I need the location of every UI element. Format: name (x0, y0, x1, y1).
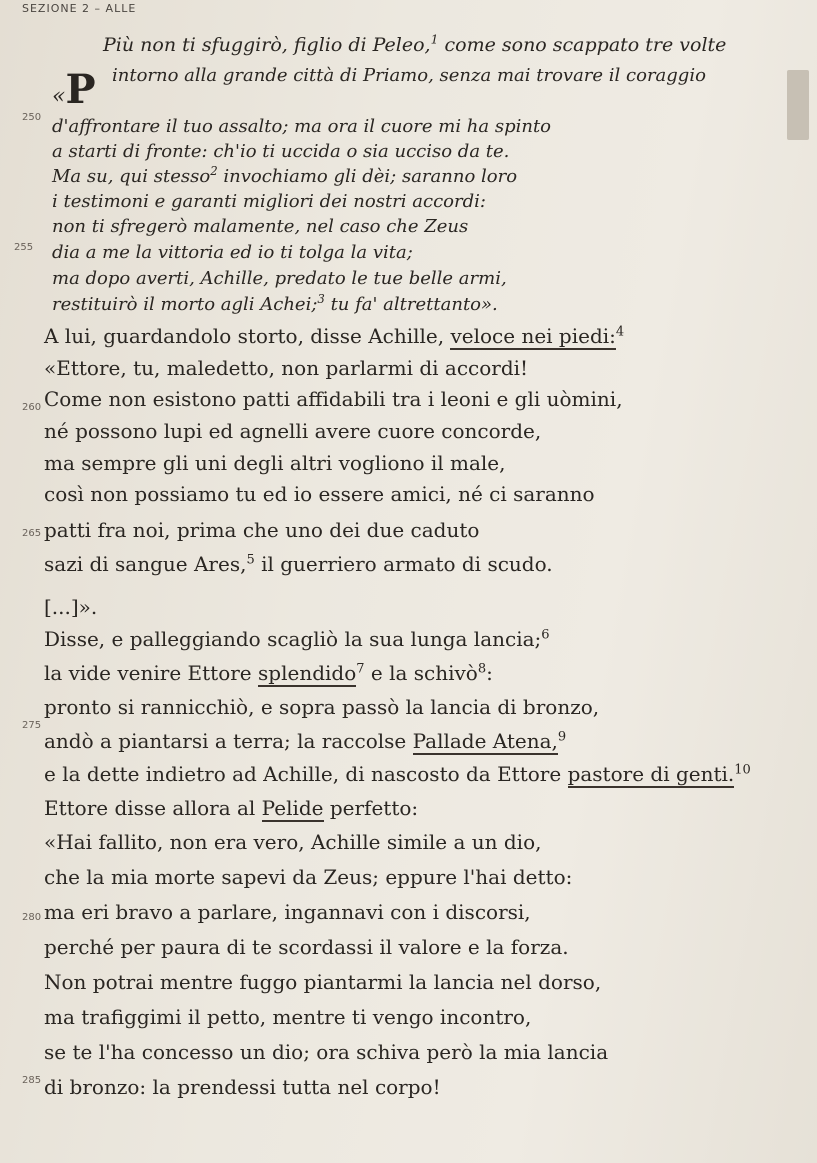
line-number: 250 (22, 112, 42, 123)
verse-line: Ettore disse allora al Pelide perfetto: (44, 796, 419, 820)
verse-line: né possono lupi ed agnelli avere cuore concorde, (44, 419, 542, 443)
line-number: 265 (22, 528, 42, 539)
section-header: SEZIONE 2 – ALLE (22, 2, 137, 15)
verse-line: Non potrai mentre fuggo piantarmi la lancia nel dorso, (44, 970, 602, 994)
line-number: 260 (22, 402, 42, 413)
verse-line: non ti sfregerò malamente, nel caso che Zeus (52, 216, 469, 237)
verse-line: [...]». (44, 595, 98, 619)
verse-line: A lui, guardandolo storto, disse Achille, veloce nei piedi:$^4$ (44, 324, 625, 348)
verse-line: ma dopo averti, Achille, predato le tue belle armi, (52, 268, 507, 289)
verse-line: «Hai fallito, non era vero, Achille simile a un dio, (44, 830, 542, 854)
verse-line: se te l'ha concesso un dio; ora schiva però la mia lancia (44, 1040, 609, 1064)
verse-line: andò a piantarsi a terra; la raccolse Pallade Atena,$^9$ (44, 729, 567, 753)
page-edge-tab (787, 70, 809, 140)
verse-line: restituirò il morto agli Achei;$^3$ tu fa' altrettanto». (52, 292, 498, 315)
verse-line: Più non ti sfuggirò, figlio di Peleo,$^1$ come sono scappato tre volte (103, 32, 727, 56)
verse-line: la vide venire Ettore splendido$^7$ e la schivò$^8$: (44, 661, 493, 685)
verse-line: patti fra noi, prima che uno dei due caduto (44, 518, 480, 542)
verse-line: ma trafiggimi il petto, mentre ti vengo incontro, (44, 1005, 532, 1029)
verse-line: ma eri bravo a parlare, ingannavi con i discorsi, (44, 900, 531, 924)
verse-line: ma sempre gli uni degli altri vogliono il male, (44, 451, 506, 475)
verse-line: Come non esistono patti affidabili tra i leoni e gli uòmini, (44, 387, 623, 411)
verse-line: sazi di sangue Ares,$^5$ il guerriero armato di scudo. (44, 552, 553, 576)
verse-line: di bronzo: la prendessi tutta nel corpo! (44, 1075, 441, 1099)
verse-line: d'affrontare il tuo assalto; ma ora il cuore mi ha spinto (52, 116, 552, 137)
verse-line: a starti di fronte: ch'io ti uccida o sia ucciso da te. (52, 141, 510, 162)
verse-line: che la mia morte sapevi da Zeus; eppure l'hai detto: (44, 865, 573, 889)
verse-line: Ma su, qui stesso$^2$ invochiamo gli dèi; saranno loro (52, 164, 518, 187)
verse-line: pronto si rannicchiò, e sopra passò la lancia di bronzo, (44, 695, 600, 719)
verse-line: i testimoni e garanti migliori dei nostri accordi: (52, 191, 486, 212)
line-number: 275 (22, 720, 42, 731)
verse-line: così non possiamo tu ed io essere amici, né ci saranno (44, 482, 595, 506)
verse-line: dia a me la vittoria ed io ti tolga la vita; (52, 242, 413, 263)
drop-cap: «P (52, 66, 96, 113)
verse-line: Disse, e palleggiando scagliò la sua lunga lancia;$^6$ (44, 627, 550, 651)
verse-line: intorno alla grande città di Priamo, senza mai trovare il coraggio (112, 65, 706, 86)
line-number: 280 (22, 912, 42, 923)
line-number: 285 (22, 1075, 42, 1086)
verse-line: perché per paura di te scordassi il valore e la forza. (44, 935, 569, 959)
verse-line: «Ettore, tu, maledetto, non parlarmi di accordi! (44, 356, 529, 380)
verse-line: e la dette indietro ad Achille, di nascosto da Ettore pastore di genti.$^{10}$ (44, 762, 751, 786)
line-number: 255 (14, 242, 34, 253)
